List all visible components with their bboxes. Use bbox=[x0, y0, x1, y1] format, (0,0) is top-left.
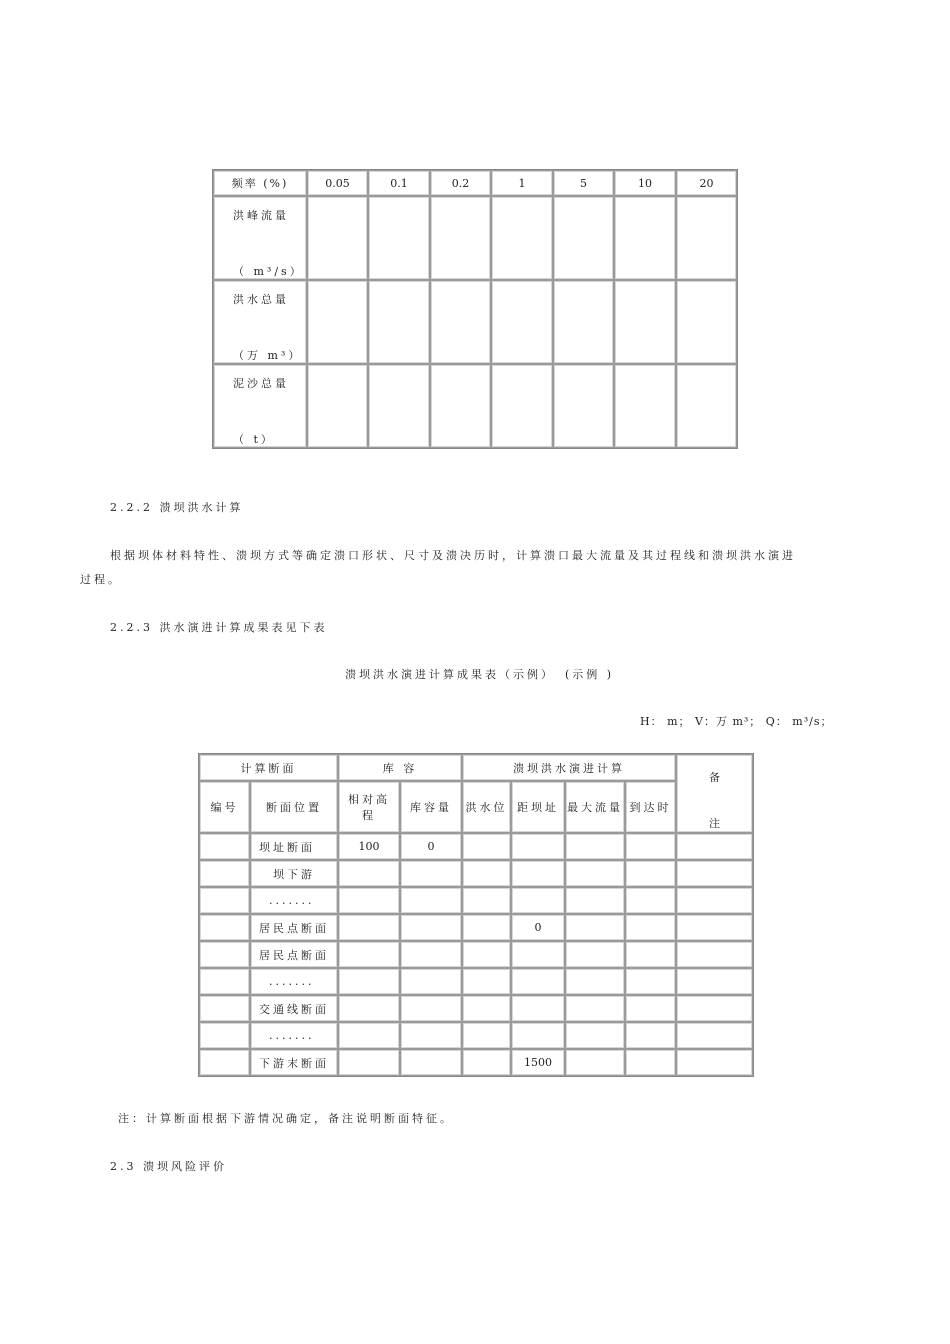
table-row bbox=[199, 1022, 753, 1049]
sub-header: 断面位置 bbox=[250, 781, 338, 833]
table-row bbox=[213, 364, 737, 448]
frequency-cell: 0.05 bbox=[307, 170, 368, 196]
section-location: ....... bbox=[250, 1022, 338, 1049]
frequency-cell: 1 bbox=[491, 170, 553, 196]
frequency-cell: 10 bbox=[614, 170, 676, 196]
sub-header: 洪水位 bbox=[462, 781, 511, 833]
section-location: 居民点断面 bbox=[250, 941, 338, 968]
section-location: ....... bbox=[250, 887, 338, 914]
section-heading-2-3: 2.3 溃坝风险评价 bbox=[110, 1160, 227, 1173]
section-location: 交通线断面 bbox=[250, 995, 338, 1022]
cell-storage: 0 bbox=[400, 833, 462, 860]
group-header-row bbox=[199, 754, 753, 781]
dam-break-routing-table bbox=[198, 753, 754, 1077]
cell-distance: 1500 bbox=[511, 1049, 565, 1076]
table-row bbox=[199, 833, 753, 860]
sub-header-row bbox=[199, 781, 753, 833]
cell-relative-elevation: 100 bbox=[338, 833, 400, 860]
section-heading-2-2-2: 2.2.2 溃坝洪水计算 bbox=[110, 501, 244, 514]
table-row bbox=[199, 860, 753, 887]
sub-header: 到达时 bbox=[625, 781, 676, 833]
cell-distance: 0 bbox=[511, 914, 565, 941]
section-location: 坝址断面 bbox=[250, 833, 338, 860]
table-row bbox=[213, 280, 737, 364]
row-label: 洪峰流量 （ m³/s） bbox=[213, 196, 307, 280]
table-row bbox=[213, 196, 737, 280]
table-caption-suffix: (示例 ) bbox=[565, 668, 615, 681]
group-header-remarks: 备 注 bbox=[676, 754, 753, 833]
section-location: 下游末断面 bbox=[250, 1049, 338, 1076]
table-caption: 溃坝洪水演进计算成果表（示例） bbox=[345, 668, 555, 681]
sub-header: 距坝址 bbox=[511, 781, 565, 833]
table-row bbox=[199, 1049, 753, 1076]
sub-header: 编号 bbox=[199, 781, 250, 833]
frequency-cell: 0.1 bbox=[368, 170, 430, 196]
sub-header: 最大流量 bbox=[565, 781, 625, 833]
group-header-storage: 库 容 bbox=[338, 754, 462, 781]
frequency-cell: 20 bbox=[676, 170, 737, 196]
frequency-cell: 0.2 bbox=[430, 170, 491, 196]
sub-header: 相对高程 bbox=[338, 781, 400, 833]
table-row bbox=[199, 995, 753, 1022]
table-note: 注：计算断面根据下游情况确定，备注说明断面特征。 bbox=[118, 1112, 454, 1125]
section-location: 居民点断面 bbox=[250, 914, 338, 941]
table-row bbox=[199, 887, 753, 914]
row-label: 洪水总量 （万 m³） bbox=[213, 280, 307, 364]
sub-header: 库容量 bbox=[400, 781, 462, 833]
section-heading-2-2-3: 2.2.3 洪水演进计算成果表见下表 bbox=[110, 621, 328, 634]
table-row bbox=[199, 941, 753, 968]
section-body-line: 根据坝体材料特性、溃坝方式等确定溃口形状、尺寸及溃决历时，计算溃口最大流量及其过程线和溃坝洪水演进 bbox=[110, 549, 796, 562]
table-row bbox=[199, 914, 753, 941]
flood-frequency-table bbox=[212, 169, 738, 449]
section-body-line: 过程。 bbox=[80, 573, 122, 586]
frequency-header-row bbox=[213, 170, 737, 196]
table-row bbox=[199, 968, 753, 995]
frequency-header-label: 频率 (%) bbox=[213, 170, 307, 196]
row-label: 泥沙总量 （ t） bbox=[213, 364, 307, 448]
section-location: 坝下游 bbox=[250, 860, 338, 887]
group-header-routing: 溃坝洪水演进计算 bbox=[462, 754, 676, 781]
units-line: H： m； V：万 m³； Q： m³/s； bbox=[640, 715, 833, 728]
frequency-cell: 5 bbox=[553, 170, 614, 196]
cell-distance bbox=[511, 833, 565, 860]
section-location: ....... bbox=[250, 968, 338, 995]
group-header-section: 计算断面 bbox=[199, 754, 338, 781]
